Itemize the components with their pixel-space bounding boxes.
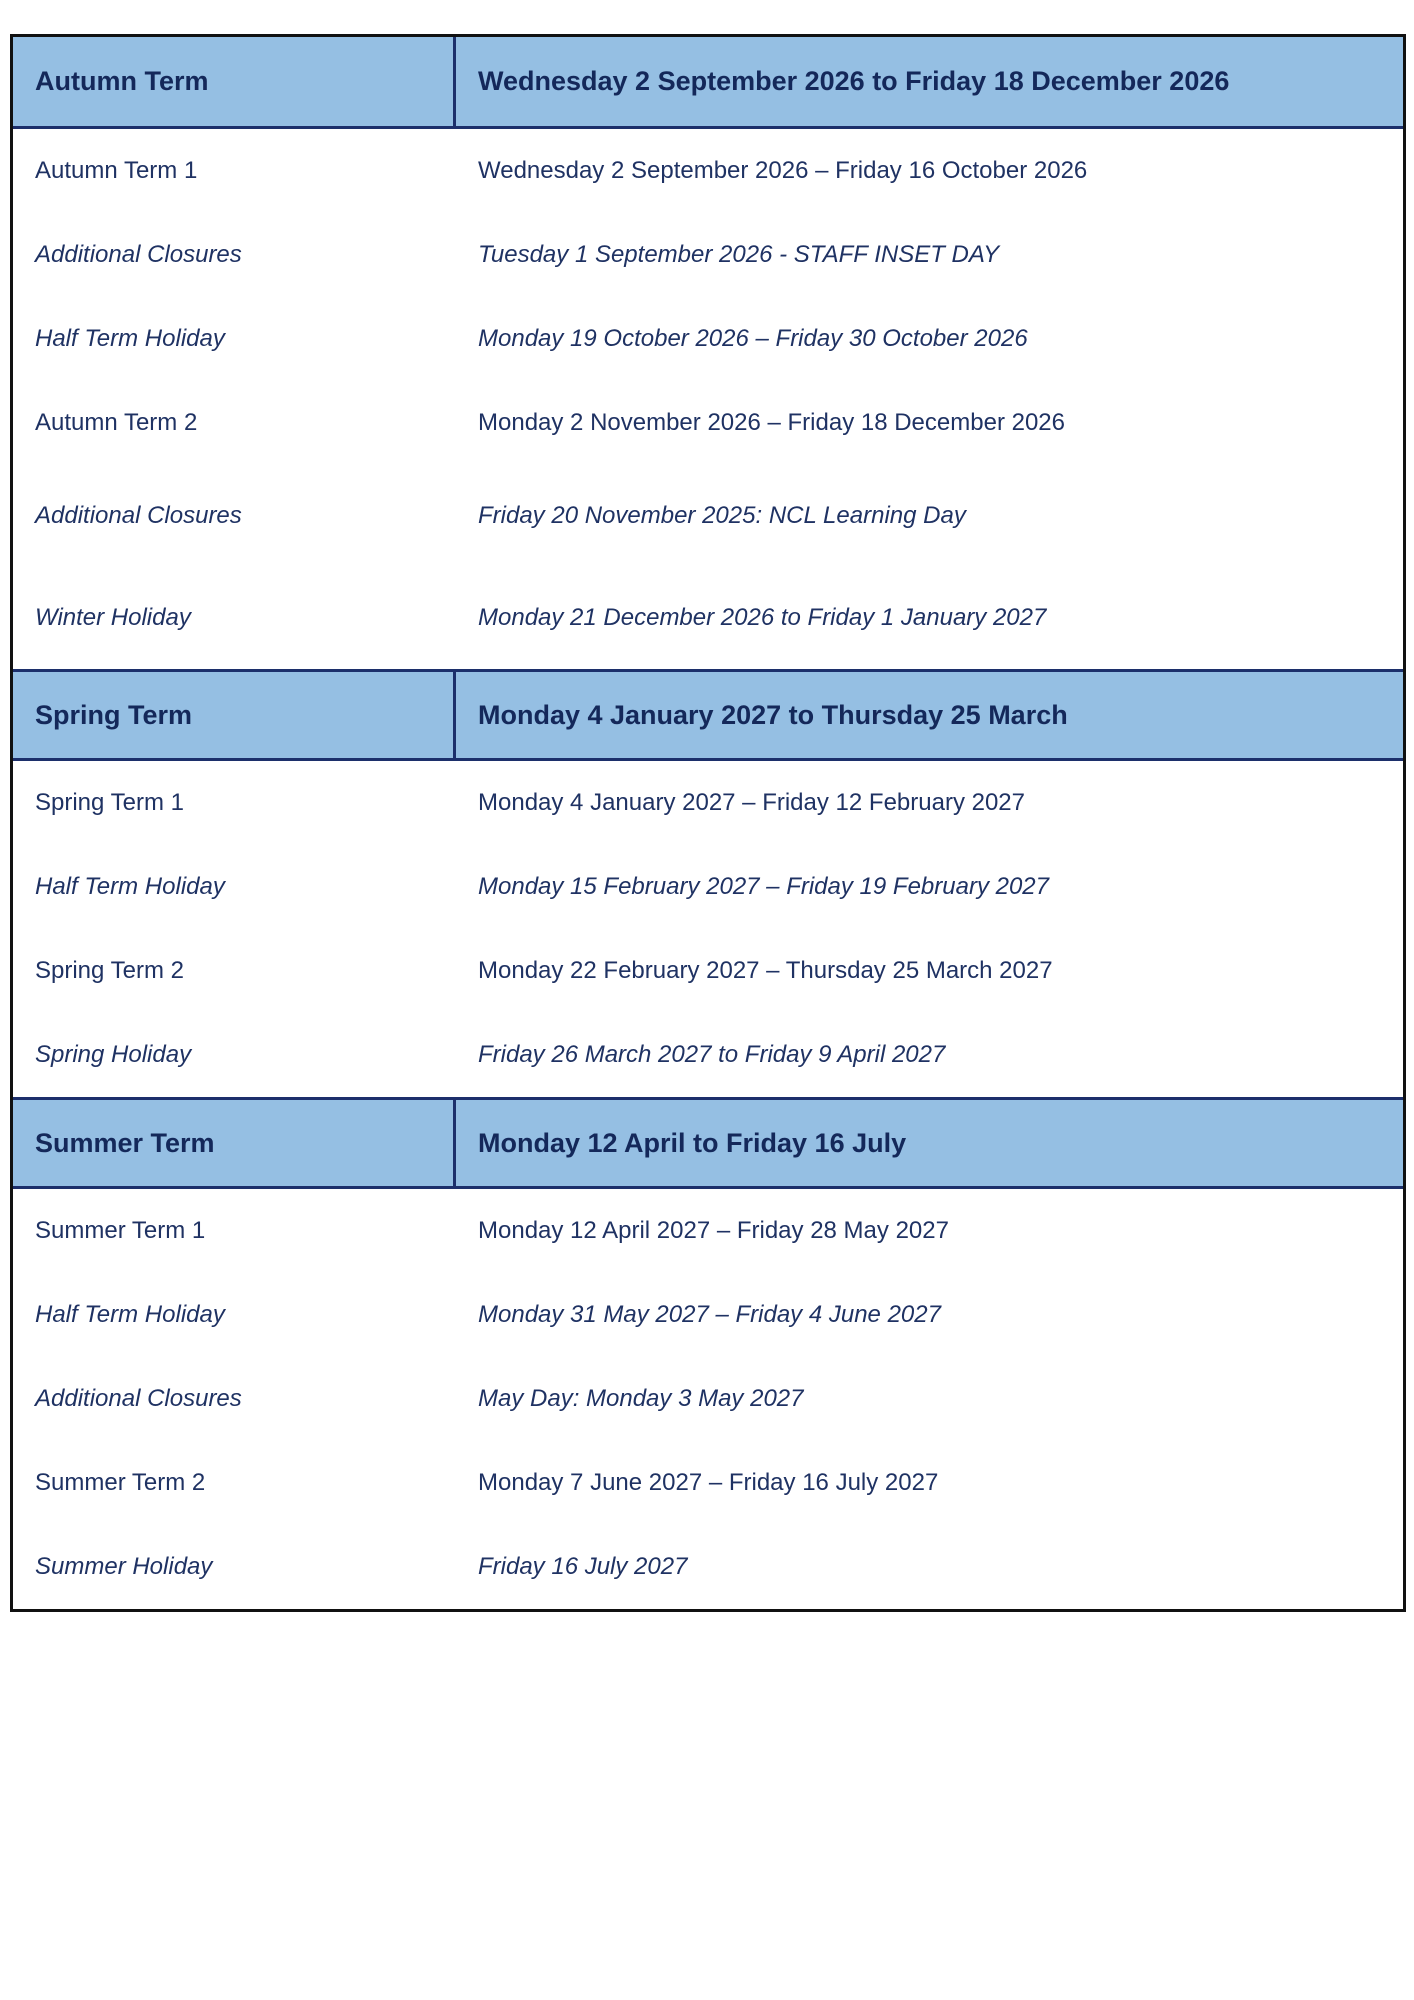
table-row — [13, 465, 1403, 567]
summer-term-header — [13, 1097, 1403, 1189]
row-label: Summer Term 2 — [35, 1469, 206, 1496]
row-label: Half Term Holiday — [35, 1301, 225, 1328]
table-row — [13, 1357, 1403, 1441]
row-value: Monday 4 January 2027 – Friday 12 February 2027 — [478, 789, 1025, 816]
row-label: Half Term Holiday — [35, 325, 225, 352]
row-label: Summer Term 1 — [35, 1217, 206, 1244]
table-row — [13, 213, 1403, 297]
row-label: Spring Term 1 — [35, 789, 184, 816]
table-row — [13, 845, 1403, 929]
row-value: Tuesday 1 September 2026 - STAFF INSET DAY — [478, 241, 1000, 268]
row-value: Monday 31 May 2027 – Friday 4 June 2027 — [478, 1301, 941, 1328]
table-row — [13, 567, 1403, 669]
row-value: Monday 21 December 2026 to Friday 1 January 2027 — [478, 604, 1047, 631]
row-label: Additional Closures — [35, 1385, 242, 1412]
term-name: Summer Term — [13, 1100, 456, 1186]
row-label: Autumn Term 2 — [35, 409, 198, 436]
row-value: Monday 2 November 2026 – Friday 18 December 2026 — [478, 409, 1065, 436]
row-value: Monday 7 June 2027 – Friday 16 July 2027 — [478, 1469, 939, 1496]
row-label: Spring Term 2 — [35, 957, 184, 984]
row-value: May Day: Monday 3 May 2027 — [478, 1385, 804, 1412]
row-label: Half Term Holiday — [35, 873, 225, 900]
table-row — [13, 929, 1403, 1013]
table-row — [13, 1441, 1403, 1525]
table-row — [13, 1189, 1403, 1273]
row-label: Additional Closures — [35, 502, 242, 529]
term-date-range: Wednesday 2 September 2026 to Friday 18 December 2026 — [478, 66, 1230, 96]
row-label: Spring Holiday — [35, 1041, 192, 1068]
row-value: Friday 26 March 2027 to Friday 9 April 2027 — [478, 1041, 946, 1068]
table-row — [13, 1525, 1403, 1609]
table-row — [13, 1013, 1403, 1097]
table-row — [13, 1273, 1403, 1357]
row-value: Monday 22 February 2027 – Thursday 25 March 2027 — [478, 957, 1053, 984]
row-value: Monday 19 October 2026 – Friday 30 October 2026 — [478, 325, 1028, 352]
table-row — [13, 761, 1403, 845]
autumn-term-header — [13, 37, 1403, 129]
table-row — [13, 129, 1403, 213]
table-row — [13, 381, 1403, 465]
row-label: Autumn Term 1 — [35, 157, 198, 184]
row-value: Monday 15 February 2027 – Friday 19 February 2027 — [478, 873, 1049, 900]
spring-term-header — [13, 669, 1403, 761]
row-label: Winter Holiday — [35, 604, 191, 631]
term-date-range: Monday 4 January 2027 to Thursday 25 March — [478, 699, 1068, 730]
term-dates-table — [10, 34, 1406, 1612]
row-value: Friday 20 November 2025: NCL Learning Day — [478, 502, 966, 529]
row-value: Friday 16 July 2027 — [478, 1553, 688, 1580]
row-value: Wednesday 2 September 2026 – Friday 16 October 2026 — [478, 157, 1088, 184]
row-label: Additional Closures — [35, 241, 242, 268]
row-label: Summer Holiday — [35, 1553, 213, 1580]
row-value: Monday 12 April 2027 – Friday 28 May 2027 — [478, 1217, 949, 1244]
term-date-range: Monday 12 April to Friday 16 July — [478, 1127, 907, 1158]
term-name: Autumn Term — [13, 37, 456, 126]
table-row — [13, 297, 1403, 381]
term-name: Spring Term — [13, 672, 456, 758]
